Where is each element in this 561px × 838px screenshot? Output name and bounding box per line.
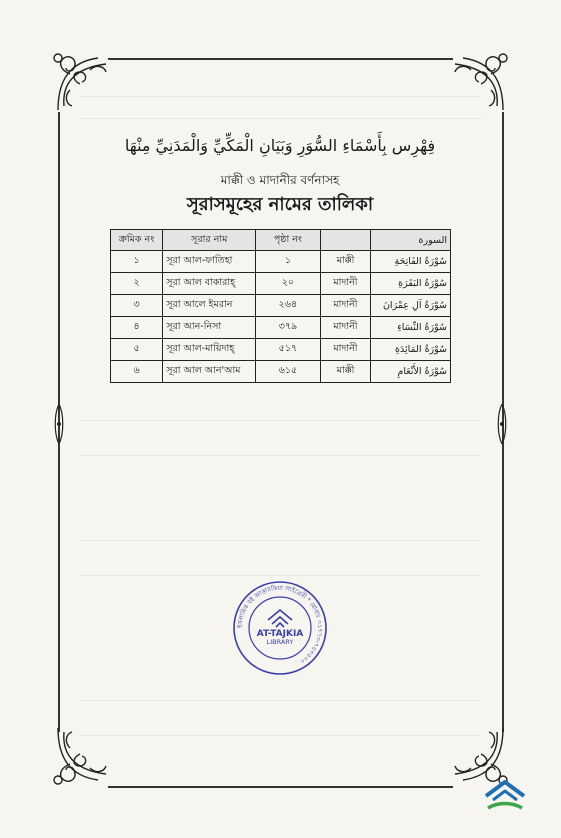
- floral-corner-ornament-icon: [50, 724, 114, 788]
- row-page-number: ৬১৫: [256, 361, 320, 383]
- header-page-number: পৃষ্ঠা নং: [256, 230, 320, 251]
- row-serial-number: ১: [111, 251, 163, 273]
- row-arabic-surah: سُوْرَةُ آلِ عِمْرَانَ: [371, 295, 451, 317]
- row-serial-number: ৬: [111, 361, 163, 383]
- row-arabic-surah: سُوْرَةُ المَائِدَةِ: [371, 339, 451, 361]
- stamp-library-label: LIBRARY: [266, 638, 294, 646]
- row-arabic-surah: سُوْرَةُ النِّسَاءِ: [371, 317, 451, 339]
- row-revelation-type: মাক্কী: [320, 361, 371, 383]
- table-row: [111, 273, 451, 295]
- bleed-through-line: [80, 700, 481, 701]
- frame-bottom-border: [108, 786, 453, 788]
- stamp-ring-text: ইসলামিক বই আত্তাযকিয়া লাইব্রেরী * মোবাঃ ০১৭৭৩-৭৫৩৫০০: [236, 584, 324, 665]
- bleed-through-line: [80, 455, 481, 456]
- row-revelation-type: মাদানী: [320, 317, 371, 339]
- row-arabic-surah: سُوْرَةُ الفَاتِحَةِ: [371, 251, 451, 273]
- row-page-number: ২৬৪: [256, 295, 320, 317]
- frame-top-border: [108, 58, 453, 60]
- bleed-through-line: [80, 575, 481, 576]
- row-serial-number: ২: [111, 273, 163, 295]
- table-row: [111, 339, 451, 361]
- surah-index-table: [110, 229, 451, 383]
- library-stamp: [232, 580, 328, 676]
- bleed-through-line: [80, 118, 481, 119]
- floral-corner-ornament-icon: [447, 50, 511, 114]
- stamp-library-name: AT-TAJKIA: [256, 629, 304, 639]
- row-revelation-type: মাক্কী: [320, 251, 371, 273]
- header-serial-number: ক্রমিক নং: [111, 230, 163, 251]
- side-ornament-icon: [52, 404, 66, 444]
- row-page-number: ২০: [256, 273, 320, 295]
- book-emblem-icon: [268, 610, 292, 627]
- bleed-through-line: [80, 420, 481, 421]
- side-ornament-icon: [495, 404, 509, 444]
- row-serial-number: ৫: [111, 339, 163, 361]
- row-page-number: ৩৭৯: [256, 317, 320, 339]
- row-revelation-type: মাদানী: [320, 295, 371, 317]
- bleed-through-line: [80, 735, 481, 736]
- row-arabic-surah: سُوْرَةُ الأَنْعَامِ: [371, 361, 451, 383]
- header-revelation-type: [320, 230, 371, 251]
- table-row: [111, 251, 451, 273]
- row-arabic-surah: سُوْرَةُ البَقَرَةِ: [371, 273, 451, 295]
- bleed-through-line: [80, 540, 481, 541]
- row-serial-number: ৪: [111, 317, 163, 339]
- bleed-through-line: [80, 96, 481, 97]
- row-revelation-type: মাদানী: [320, 339, 371, 361]
- header-arabic-surah: السورة: [371, 230, 451, 251]
- page-title: সূরাসমূহের নামের তালিকা: [186, 194, 374, 215]
- page-subtitle: মাক্কী ও মাদানীর বর্ণনাসহ: [220, 173, 340, 187]
- floral-corner-ornament-icon: [50, 50, 114, 114]
- row-page-number: ৫১৭: [256, 339, 320, 361]
- row-surah-name: সূরা আল বাকারাহ্: [163, 273, 256, 295]
- table-row: [111, 317, 451, 339]
- arabic-page-title: فِهْرِس بِأَسْمَاءِ السُّوَرِ وَبَيَانِ الْمَكِّيِّ وَالْمَدَنِيِّ مِنْهَا: [124, 136, 436, 155]
- row-page-number: ১: [256, 251, 320, 273]
- row-surah-name: সূরা আলে ইমরান: [163, 295, 256, 317]
- table-row: [111, 361, 451, 383]
- row-surah-name: সূরা আল-মায়িদাহ্: [163, 339, 256, 361]
- table-row: [111, 295, 451, 317]
- row-surah-name: সূরা আল আন'আম: [163, 361, 256, 383]
- row-surah-name: সূরা আন-নিসা: [163, 317, 256, 339]
- header-surah-name: সূরার নাম: [163, 230, 256, 251]
- row-surah-name: সূরা আল-ফাতিহা: [163, 251, 256, 273]
- row-serial-number: ৩: [111, 295, 163, 317]
- table-header-row: [111, 230, 451, 251]
- library-logo-icon: [482, 778, 528, 812]
- row-revelation-type: মাদানী: [320, 273, 371, 295]
